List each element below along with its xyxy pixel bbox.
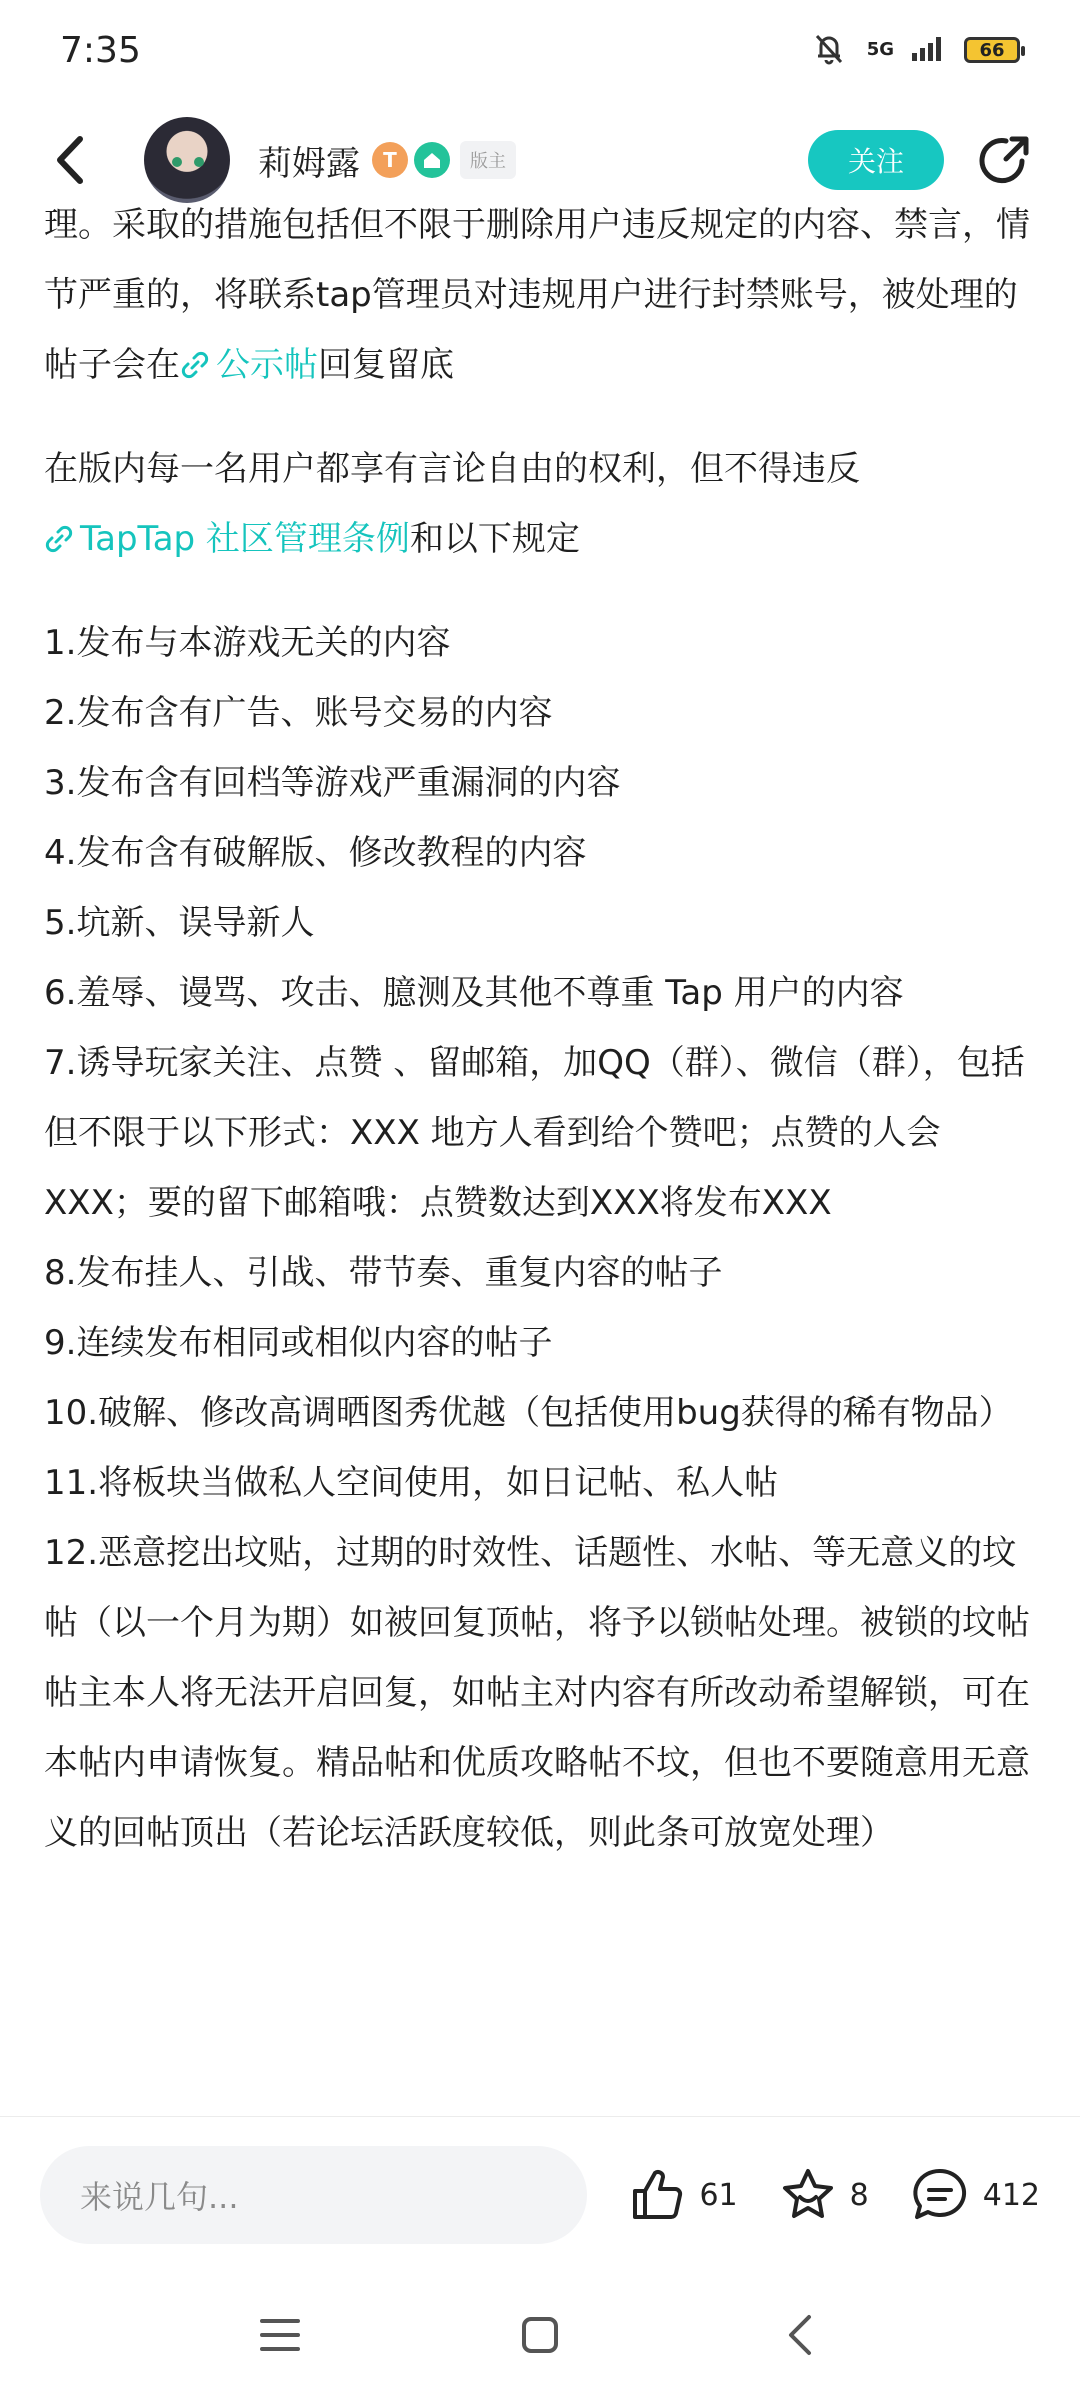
rule-item: 12.恶意挖出坟贴，过期的时效性、话题性、水帖、等无意义的坟帖（以一个月为期）如被回复顶帖，将予以锁帖处理。被锁的坟帖帖主本人将无法开启回复，如帖主对内容有所改动希望解锁，可在本帖内申请恢复。精品帖和优质攻略帖不坟，但也不要随意用无意义的回帖顶出（若论坛活跃度较低，则此条可放宽处理） — [44, 1533, 1030, 1853]
paragraph-2 — [44, 434, 1044, 574]
level-badge: T — [372, 142, 408, 178]
comment-placeholder: 来说几句... — [80, 2178, 239, 2216]
status-icons — [809, 28, 1020, 72]
like-count: 61 — [699, 2177, 738, 2213]
home-square-icon — [520, 2315, 560, 2355]
menu-icon — [260, 2317, 300, 2353]
network-label: 5G — [866, 39, 894, 60]
back-arrow-icon — [52, 135, 88, 185]
back-button[interactable] — [40, 130, 100, 190]
paragraph-text: 回复留底 — [318, 345, 454, 385]
share-button[interactable] — [970, 125, 1040, 195]
link-label[interactable]: 公示帖 — [216, 345, 318, 385]
comment-count: 412 — [982, 2177, 1040, 2213]
rule-item: 5.坑新、误导新人 — [44, 903, 315, 943]
rule-item: 11.将板块当做私人空间使用，如日记帖、私人帖 — [44, 1463, 779, 1503]
comment-input[interactable] — [40, 2146, 587, 2244]
status-bar — [0, 0, 1080, 100]
paragraph-text: 在版内每一名用户都享有言论自由的权利，但不得违反 — [44, 449, 860, 489]
nav-back-button[interactable] — [770, 2305, 830, 2365]
nav-back-icon — [785, 2313, 815, 2357]
post-content — [44, 190, 1044, 1868]
rule-item: 9.连续发布相同或相似内容的帖子 — [44, 1323, 553, 1363]
rule-item: 10.破解、修改高调晒图秀优越（包括使用bug获得的稀有物品） — [44, 1393, 1013, 1433]
comments-button[interactable] — [909, 2165, 1040, 2225]
announcement-post-link[interactable] — [180, 345, 318, 385]
home-button[interactable] — [510, 2305, 570, 2365]
like-button[interactable] — [627, 2165, 737, 2225]
favorite-button[interactable] — [778, 2165, 869, 2225]
mute-bell-icon — [809, 28, 849, 72]
rule-item: 3.发布含有回档等游戏严重漏洞的内容 — [44, 763, 621, 803]
rule-item: 4.发布含有破解版、修改教程的内容 — [44, 833, 587, 873]
rule-item: 6.羞辱、谩骂、攻击、臆测及其他不尊重 Tap 用户的内容 — [44, 973, 904, 1013]
comment-icon — [909, 2165, 971, 2225]
link-icon — [44, 524, 74, 554]
paragraph-text: 理。采取的措施包括但不限于删除用户违反规定的内容、禁言，情节严重的，将联系tap管理员对违规用户进行封禁账号，被处理的帖子会在 — [44, 205, 1030, 385]
rules-list — [44, 608, 1044, 1868]
signal-icon — [912, 35, 946, 65]
link-label[interactable]: TapTap 社区管理条例 — [80, 519, 410, 559]
rule-item: 8.发布挂人、引战、带节奏、重复内容的帖子 — [44, 1253, 723, 1293]
battery-indicator: 66 — [964, 37, 1020, 63]
star-icon — [778, 2165, 838, 2225]
rule-item: 2.发布含有广告、账号交易的内容 — [44, 693, 553, 733]
paragraph-1 — [44, 190, 1044, 400]
status-time: 7:35 — [60, 29, 141, 71]
paragraph-text: 和以下规定 — [409, 519, 580, 559]
divider — [0, 2116, 1080, 2117]
system-nav-bar — [0, 2270, 1080, 2400]
author-name[interactable]: 莉姆露 — [258, 143, 360, 184]
moderator-badge: 版主 — [460, 141, 516, 179]
rule-item: 1.发布与本游戏无关的内容 — [44, 623, 451, 663]
link-icon — [180, 350, 210, 380]
bottom-action-bar — [0, 2140, 1080, 2250]
rule-item: 7.诱导玩家关注、点赞 、留邮箱，加QQ（群）、微信（群），包括但不限于以下形式：XXX 地方人看到给个赞吧；点赞的人会XXX；要的留下邮箱哦：点赞数达到XXX将发布XXX — [44, 1043, 1025, 1223]
share-icon — [976, 131, 1034, 189]
favorite-count: 8 — [849, 2177, 869, 2213]
thumbs-up-icon — [627, 2165, 687, 2225]
community-rules-link[interactable] — [44, 519, 410, 559]
house-badge-icon — [414, 142, 450, 178]
follow-button[interactable]: 关注 — [808, 130, 944, 190]
recent-apps-button[interactable] — [250, 2305, 310, 2365]
